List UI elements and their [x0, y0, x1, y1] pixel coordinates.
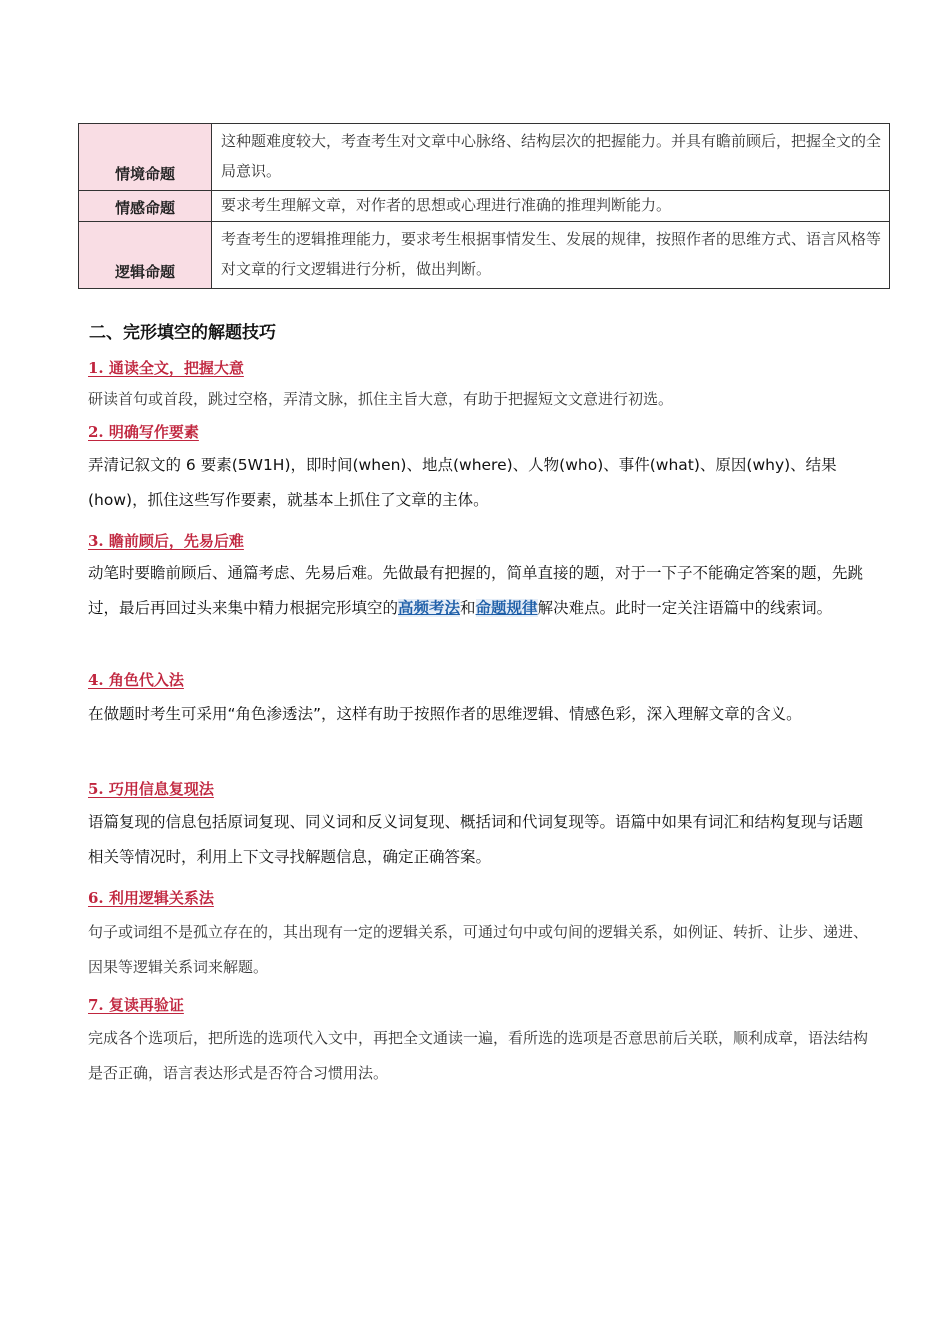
table-row [79, 191, 890, 222]
technique-body: 完成各个选项后，把所选的选项代入文中，再把全文通读一遍，看所选的选项是否意思前后关联，顺利成章，语法结构是否正确，语言表达形式是否符合习惯用法。 [88, 1029, 869, 1082]
row-description: 要求考生理解文章，对作者的思想或心理进行准确的推理判断能力。 [212, 191, 890, 222]
technique-heading: 2. 明确写作要素 [88, 423, 199, 441]
technique-heading: 6. 利用逻辑关系法 [88, 889, 214, 907]
technique-body: 研读首句或首段，跳过空格，弄清文脉，抓住主旨大意，有助于把握短文文意进行初选。 [88, 390, 674, 408]
technique-heading: 7. 复读再验证 [88, 996, 184, 1014]
row-label: 逻辑命题 [79, 222, 212, 289]
section-title: 二、完形填空的解题技巧 [89, 323, 276, 343]
row-description: 这种题难度较大，考查考生对文章中心脉络、结构层次的把握能力。并具有瞻前顾后，把握全文的全局意识。 [212, 124, 890, 191]
technique-heading: 1. 通读全文，把握大意 [88, 359, 244, 377]
technique-heading: 4. 角色代入法 [88, 671, 184, 689]
table-row [79, 124, 890, 191]
technique-body: 句子或词组不是孤立存在的，其出现有一定的逻辑关系，可通过句中或句间的逻辑关系，如例证、转折、让步、递进、因果等逻辑关系词来解题。 [88, 923, 869, 976]
technique-text: 和 [460, 599, 476, 617]
row-label: 情境命题 [79, 124, 212, 191]
table-row [79, 222, 890, 289]
row-label: 情感命题 [79, 191, 212, 222]
technique-body: 弄清记叙文的 6 要素(5W1H)，即时间(when)、地点(where)、人物(who)、事件(what)、原因(why)、结果(how)，抓住这些写作要素，就基本上抓住了文章的主体。 [88, 456, 837, 509]
row-description: 考查考生的逻辑推理能力，要求考生根据事情发生、发展的规律，按照作者的思维方式、语言风格等对文章的行文逻辑进行分析，做出判断。 [212, 222, 890, 289]
link-question-patterns[interactable]: 命题规律 [475, 599, 538, 617]
technique-text: 解决难点。此时一定关注语篇中的线索词。 [537, 599, 833, 617]
technique-body: 在做题时考生可采用“角色渗透法”，这样有助于按照作者的思维逻辑、情感色彩，深入理解文章的含义。 [88, 705, 802, 723]
technique-body: 语篇复现的信息包括原词复现、同义词和反义词复现、概括词和代词复现等。语篇中如果有词汇和结构复现与话题相关等情况时，利用上下文寻找解题信息，确定正确答案。 [88, 813, 864, 866]
technique-text: 动笔时要瞻前顾后、通篇考虑、先易后难。先做最有把握的，简单直接的题，对于一下子不能确定答案的题，先跳过，最后再回过头来集中精力根据完形填空的 [88, 564, 864, 617]
technique-heading: 3. 瞻前顾后，先易后难 [88, 532, 244, 550]
technique-heading: 5. 巧用信息复现法 [88, 780, 214, 798]
link-high-frequency[interactable]: 高频考法 [398, 599, 461, 617]
question-type-table [78, 123, 890, 289]
technique-body [88, 556, 878, 626]
